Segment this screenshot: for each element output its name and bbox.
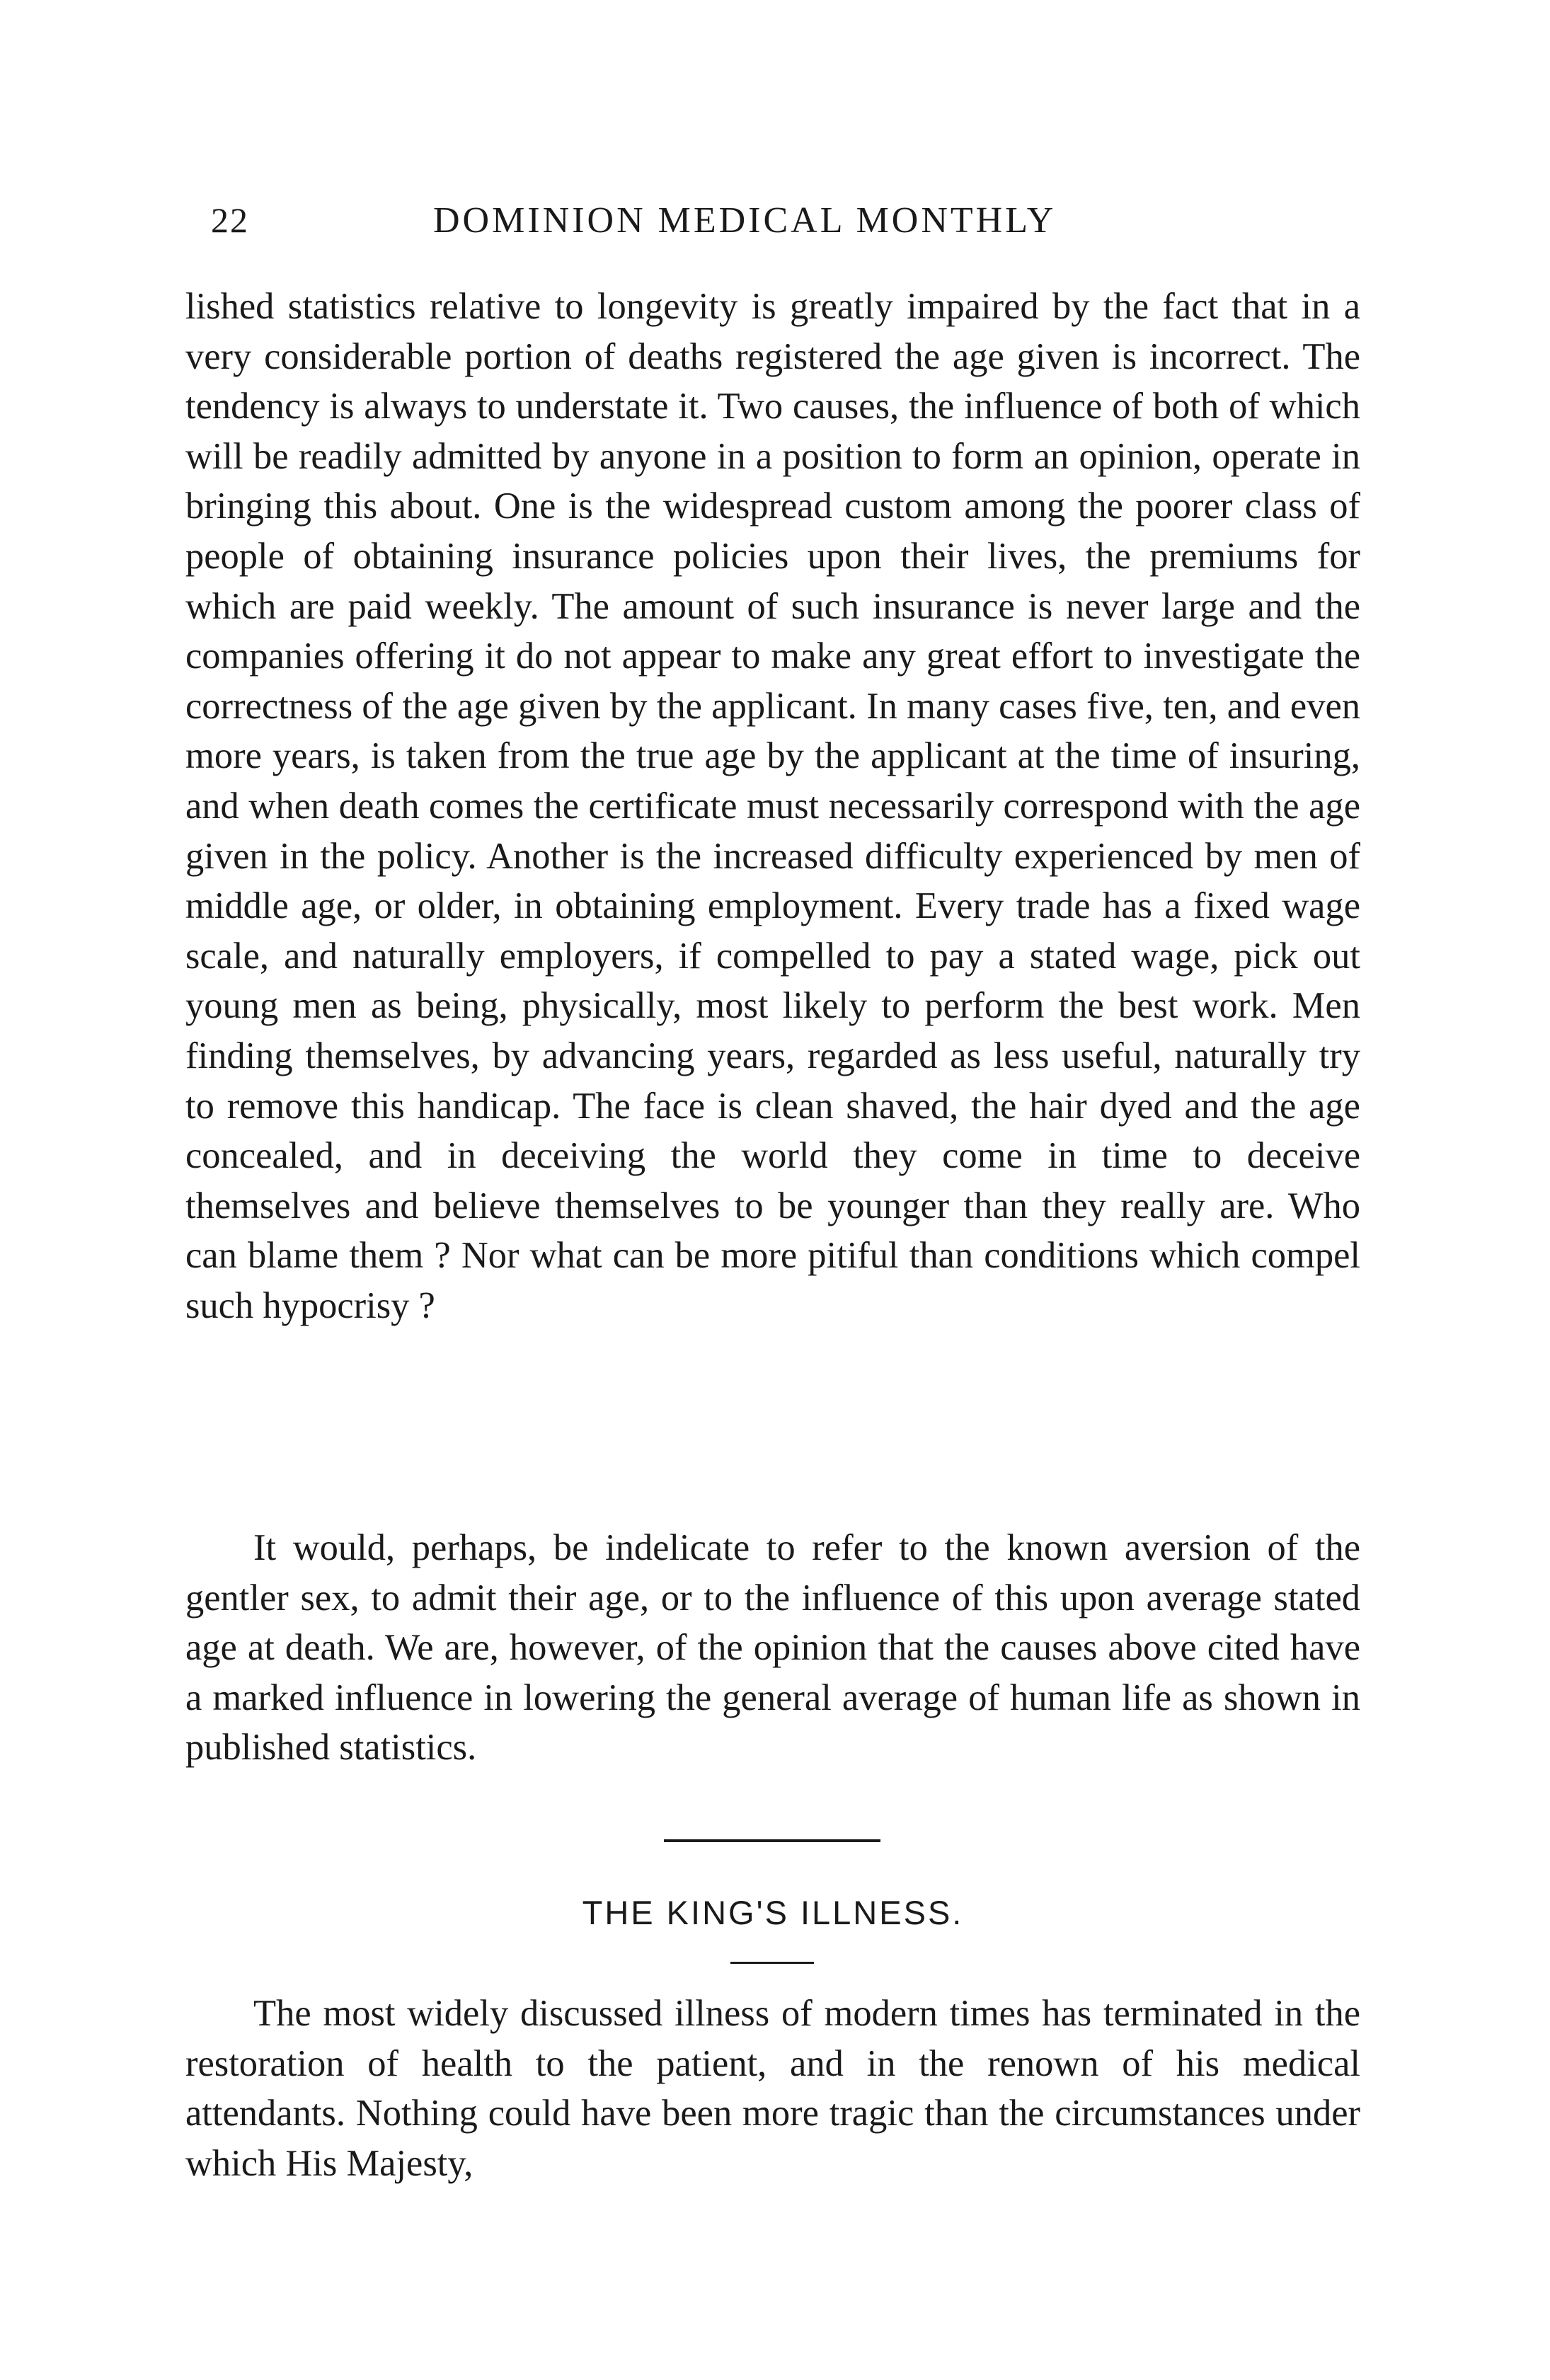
title-underline-rule [730, 1962, 814, 1964]
section-divider-rule [664, 1839, 880, 1842]
section-paragraph: The most widely discussed illness of modern times has terminated in the restoration of health to the patient, and in the renown of his medical attendants. Nothing could have been more tragic than the circumstances under which His Majesty, [185, 1993, 1360, 2184]
running-head: DOMINION MEDICAL MONTHLY [433, 200, 1057, 241]
page-header [185, 200, 1360, 242]
body-paragraph: It would, perhaps, be indelicate to refer to the known aversion of the gentler sex, to admit their age, or to the influence of this upon average stated age at death. We are, however, of the opinion that the causes above cited have a marked influence in lowering the general average of human life as shown in published statistics. [185, 1527, 1360, 1769]
body-paragraph-continued: lished statistics relative to longevity is greatly impaired by the fact that in a very considerable portion of deaths registered the age given is incorrect. The tendency is always to understate it. Two causes, the influence of both of which will be readily admitted by anyone in a position to form an opinion, operate in bringing this about. One is the widespread custom among the poorer class of people of obtaining insurance policies upon their lives, the premiums for which are paid weekly. The amount of such insurance is never large and the companies offering it do not appear to make any great effort to investigate the correctness of the age given by the applicant. In many cases five, ten, and even more years, is taken from the true age by the applicant at the time of insuring, and when death comes the certificate must necessarily correspond with the age given in the policy. Another is the increased difficulty experienced by men of middle age, or older, in obtaining employment. Every trade has a fixed wage scale, and naturally employers, if compelled to pay a stated wage, pick out young men as being, physically, most likely to perform the best work. Men finding themselves, by advancing years, regarded as less useful, naturally try to remove this handicap. The face is clean shaved, the hair dyed and the age concealed, and in deceiving the world they come in time to deceive themselves and believe themselves to be younger than they really are. Who can blame them ? Nor what can be more pitiful than conditions which compel such hypocrisy ? [185, 286, 1360, 1326]
page-number: 22 [211, 200, 249, 240]
section-title: THE KING'S ILLNESS. [582, 1894, 964, 1931]
